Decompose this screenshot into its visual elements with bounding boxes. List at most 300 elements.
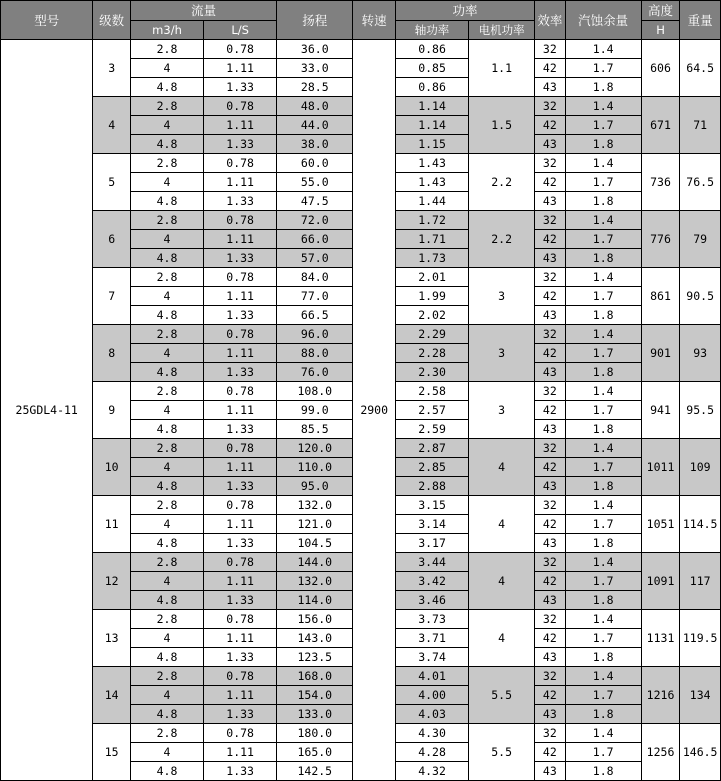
flow-m3h-cell: 4 xyxy=(130,230,203,249)
head-cell: 33.0 xyxy=(277,59,353,78)
efficiency-cell: 43 xyxy=(535,249,565,268)
shaft-power-cell: 2.30 xyxy=(396,363,469,382)
flow-m3h-cell: 4 xyxy=(130,287,203,306)
flow-ls-cell: 0.78 xyxy=(204,97,277,116)
npsh-cell: 1.4 xyxy=(565,667,641,686)
flow-ls-cell: 1.11 xyxy=(204,116,277,135)
shaft-power-cell: 2.87 xyxy=(396,439,469,458)
efficiency-cell: 32 xyxy=(535,97,565,116)
stages-cell: 5 xyxy=(93,154,131,211)
height-cell: 1216 xyxy=(641,667,680,724)
flow-ls-cell: 1.33 xyxy=(204,420,277,439)
height-cell: 776 xyxy=(641,211,680,268)
stages-cell: 10 xyxy=(93,439,131,496)
motor-power-cell: 4 xyxy=(469,553,535,610)
shaft-power-cell: 1.14 xyxy=(396,97,469,116)
npsh-cell: 1.7 xyxy=(565,572,641,591)
flow-ls-cell: 1.11 xyxy=(204,515,277,534)
header-flow-unit-ls: L/S xyxy=(204,21,277,40)
npsh-cell: 1.4 xyxy=(565,724,641,743)
shaft-power-cell: 3.46 xyxy=(396,591,469,610)
head-cell: 38.0 xyxy=(277,135,353,154)
efficiency-cell: 42 xyxy=(535,230,565,249)
header-speed: 转速 xyxy=(353,1,396,40)
efficiency-cell: 43 xyxy=(535,420,565,439)
npsh-cell: 1.4 xyxy=(565,496,641,515)
shaft-power-cell: 2.58 xyxy=(396,382,469,401)
height-cell: 861 xyxy=(641,268,680,325)
weight-cell: 109 xyxy=(680,439,721,496)
efficiency-cell: 43 xyxy=(535,363,565,382)
header-height: 高度 xyxy=(641,1,680,21)
height-cell: 1091 xyxy=(641,553,680,610)
efficiency-cell: 32 xyxy=(535,325,565,344)
stages-cell: 4 xyxy=(93,97,131,154)
npsh-cell: 1.8 xyxy=(565,477,641,496)
flow-m3h-cell: 4.8 xyxy=(130,78,203,97)
head-cell: 66.5 xyxy=(277,306,353,325)
npsh-cell: 1.8 xyxy=(565,363,641,382)
npsh-cell: 1.7 xyxy=(565,230,641,249)
flow-m3h-cell: 2.8 xyxy=(130,610,203,629)
shaft-power-cell: 2.85 xyxy=(396,458,469,477)
shaft-power-cell: 4.28 xyxy=(396,743,469,762)
head-cell: 60.0 xyxy=(277,154,353,173)
shaft-power-cell: 0.85 xyxy=(396,59,469,78)
head-cell: 84.0 xyxy=(277,268,353,287)
stages-cell: 9 xyxy=(93,382,131,439)
flow-ls-cell: 1.11 xyxy=(204,230,277,249)
model-cell: 25GDL4-11 xyxy=(1,40,93,781)
motor-power-cell: 1.1 xyxy=(469,40,535,97)
npsh-cell: 1.8 xyxy=(565,705,641,724)
table-header xyxy=(1,1,721,40)
npsh-cell: 1.7 xyxy=(565,344,641,363)
flow-m3h-cell: 2.8 xyxy=(130,496,203,515)
height-cell: 1051 xyxy=(641,496,680,553)
efficiency-cell: 42 xyxy=(535,344,565,363)
weight-cell: 134 xyxy=(680,667,721,724)
motor-power-cell: 3 xyxy=(469,325,535,382)
head-cell: 156.0 xyxy=(277,610,353,629)
motor-power-cell: 5.5 xyxy=(469,667,535,724)
efficiency-cell: 42 xyxy=(535,572,565,591)
motor-power-cell: 4 xyxy=(469,439,535,496)
flow-m3h-cell: 4 xyxy=(130,686,203,705)
head-cell: 36.0 xyxy=(277,40,353,59)
header-efficiency: 效率 xyxy=(535,1,565,40)
flow-m3h-cell: 4 xyxy=(130,458,203,477)
stages-cell: 6 xyxy=(93,211,131,268)
flow-ls-cell: 1.33 xyxy=(204,705,277,724)
motor-power-cell: 1.5 xyxy=(469,97,535,154)
header-flow: 流量 xyxy=(130,1,276,21)
shaft-power-cell: 3.74 xyxy=(396,648,469,667)
efficiency-cell: 32 xyxy=(535,268,565,287)
head-cell: 28.5 xyxy=(277,78,353,97)
npsh-cell: 1.4 xyxy=(565,553,641,572)
flow-ls-cell: 0.78 xyxy=(204,154,277,173)
npsh-cell: 1.4 xyxy=(565,211,641,230)
header-height-unit: H xyxy=(641,21,680,40)
shaft-power-cell: 0.86 xyxy=(396,78,469,97)
efficiency-cell: 32 xyxy=(535,211,565,230)
efficiency-cell: 32 xyxy=(535,724,565,743)
flow-ls-cell: 1.33 xyxy=(204,363,277,382)
shaft-power-cell: 2.29 xyxy=(396,325,469,344)
flow-m3h-cell: 4.8 xyxy=(130,135,203,154)
flow-m3h-cell: 4.8 xyxy=(130,762,203,781)
efficiency-cell: 42 xyxy=(535,629,565,648)
efficiency-cell: 43 xyxy=(535,192,565,211)
head-cell: 57.0 xyxy=(277,249,353,268)
flow-m3h-cell: 4 xyxy=(130,59,203,78)
flow-ls-cell: 0.78 xyxy=(204,40,277,59)
stages-cell: 3 xyxy=(93,40,131,97)
npsh-cell: 1.8 xyxy=(565,762,641,781)
flow-ls-cell: 0.78 xyxy=(204,667,277,686)
head-cell: 77.0 xyxy=(277,287,353,306)
head-cell: 55.0 xyxy=(277,173,353,192)
shaft-power-cell: 2.57 xyxy=(396,401,469,420)
efficiency-cell: 32 xyxy=(535,382,565,401)
table-body xyxy=(1,40,721,781)
efficiency-cell: 43 xyxy=(535,534,565,553)
flow-ls-cell: 1.33 xyxy=(204,534,277,553)
flow-m3h-cell: 2.8 xyxy=(130,154,203,173)
weight-cell: 64.5 xyxy=(680,40,721,97)
speed-cell: 2900 xyxy=(353,40,396,781)
height-cell: 606 xyxy=(641,40,680,97)
flow-m3h-cell: 2.8 xyxy=(130,211,203,230)
head-cell: 132.0 xyxy=(277,572,353,591)
npsh-cell: 1.4 xyxy=(565,97,641,116)
npsh-cell: 1.8 xyxy=(565,78,641,97)
npsh-cell: 1.8 xyxy=(565,249,641,268)
weight-cell: 117 xyxy=(680,553,721,610)
head-cell: 85.5 xyxy=(277,420,353,439)
npsh-cell: 1.4 xyxy=(565,268,641,287)
shaft-power-cell: 1.73 xyxy=(396,249,469,268)
head-cell: 154.0 xyxy=(277,686,353,705)
header-stages: 级数 xyxy=(93,1,131,40)
weight-cell: 119.5 xyxy=(680,610,721,667)
motor-power-cell: 5.5 xyxy=(469,724,535,781)
head-cell: 180.0 xyxy=(277,724,353,743)
shaft-power-cell: 4.30 xyxy=(396,724,469,743)
shaft-power-cell: 4.03 xyxy=(396,705,469,724)
head-cell: 123.5 xyxy=(277,648,353,667)
weight-cell: 90.5 xyxy=(680,268,721,325)
head-cell: 142.5 xyxy=(277,762,353,781)
shaft-power-cell: 0.86 xyxy=(396,40,469,59)
shaft-power-cell: 1.71 xyxy=(396,230,469,249)
motor-power-cell: 3 xyxy=(469,268,535,325)
flow-ls-cell: 1.33 xyxy=(204,477,277,496)
motor-power-cell: 4 xyxy=(469,610,535,667)
efficiency-cell: 32 xyxy=(535,610,565,629)
npsh-cell: 1.8 xyxy=(565,306,641,325)
flow-m3h-cell: 4 xyxy=(130,116,203,135)
flow-ls-cell: 1.33 xyxy=(204,306,277,325)
efficiency-cell: 43 xyxy=(535,135,565,154)
flow-m3h-cell: 4 xyxy=(130,344,203,363)
efficiency-cell: 32 xyxy=(535,553,565,572)
head-cell: 168.0 xyxy=(277,667,353,686)
weight-cell: 114.5 xyxy=(680,496,721,553)
efficiency-cell: 43 xyxy=(535,477,565,496)
head-cell: 143.0 xyxy=(277,629,353,648)
head-cell: 114.0 xyxy=(277,591,353,610)
npsh-cell: 1.8 xyxy=(565,591,641,610)
flow-m3h-cell: 4.8 xyxy=(130,534,203,553)
efficiency-cell: 43 xyxy=(535,306,565,325)
height-cell: 1256 xyxy=(641,724,680,781)
shaft-power-cell: 2.88 xyxy=(396,477,469,496)
npsh-cell: 1.7 xyxy=(565,686,641,705)
flow-ls-cell: 1.33 xyxy=(204,192,277,211)
stages-cell: 7 xyxy=(93,268,131,325)
flow-m3h-cell: 2.8 xyxy=(130,40,203,59)
flow-m3h-cell: 4.8 xyxy=(130,306,203,325)
head-cell: 88.0 xyxy=(277,344,353,363)
shaft-power-cell: 2.28 xyxy=(396,344,469,363)
npsh-cell: 1.7 xyxy=(565,743,641,762)
head-cell: 132.0 xyxy=(277,496,353,515)
flow-m3h-cell: 2.8 xyxy=(130,724,203,743)
height-cell: 736 xyxy=(641,154,680,211)
npsh-cell: 1.7 xyxy=(565,629,641,648)
motor-power-cell: 4 xyxy=(469,496,535,553)
head-cell: 66.0 xyxy=(277,230,353,249)
flow-ls-cell: 1.11 xyxy=(204,173,277,192)
efficiency-cell: 42 xyxy=(535,116,565,135)
efficiency-cell: 42 xyxy=(535,743,565,762)
flow-ls-cell: 1.33 xyxy=(204,648,277,667)
flow-m3h-cell: 4.8 xyxy=(130,249,203,268)
efficiency-cell: 42 xyxy=(535,401,565,420)
efficiency-cell: 32 xyxy=(535,439,565,458)
table-row xyxy=(1,40,721,59)
head-cell: 99.0 xyxy=(277,401,353,420)
stages-cell: 13 xyxy=(93,610,131,667)
head-cell: 121.0 xyxy=(277,515,353,534)
header-npsh: 汽蚀余量 xyxy=(565,1,641,40)
shaft-power-cell: 2.59 xyxy=(396,420,469,439)
flow-m3h-cell: 4.8 xyxy=(130,648,203,667)
npsh-cell: 1.8 xyxy=(565,135,641,154)
efficiency-cell: 32 xyxy=(535,667,565,686)
header-model: 型号 xyxy=(1,1,93,40)
efficiency-cell: 42 xyxy=(535,287,565,306)
flow-m3h-cell: 4.8 xyxy=(130,420,203,439)
efficiency-cell: 32 xyxy=(535,496,565,515)
stages-cell: 12 xyxy=(93,553,131,610)
header-shaft-power: 轴功率 xyxy=(396,21,469,40)
flow-ls-cell: 1.11 xyxy=(204,59,277,78)
flow-m3h-cell: 4 xyxy=(130,572,203,591)
flow-ls-cell: 1.33 xyxy=(204,78,277,97)
flow-m3h-cell: 2.8 xyxy=(130,439,203,458)
shaft-power-cell: 3.15 xyxy=(396,496,469,515)
efficiency-cell: 43 xyxy=(535,591,565,610)
head-cell: 165.0 xyxy=(277,743,353,762)
head-cell: 72.0 xyxy=(277,211,353,230)
npsh-cell: 1.4 xyxy=(565,154,641,173)
npsh-cell: 1.4 xyxy=(565,40,641,59)
shaft-power-cell: 1.43 xyxy=(396,173,469,192)
shaft-power-cell: 1.99 xyxy=(396,287,469,306)
flow-ls-cell: 0.78 xyxy=(204,325,277,344)
efficiency-cell: 32 xyxy=(535,40,565,59)
flow-ls-cell: 0.78 xyxy=(204,610,277,629)
flow-ls-cell: 1.33 xyxy=(204,591,277,610)
shaft-power-cell: 4.00 xyxy=(396,686,469,705)
motor-power-cell: 3 xyxy=(469,382,535,439)
height-cell: 1131 xyxy=(641,610,680,667)
npsh-cell: 1.4 xyxy=(565,439,641,458)
flow-m3h-cell: 2.8 xyxy=(130,97,203,116)
head-cell: 120.0 xyxy=(277,439,353,458)
shaft-power-cell: 1.72 xyxy=(396,211,469,230)
flow-ls-cell: 1.33 xyxy=(204,762,277,781)
flow-m3h-cell: 4 xyxy=(130,743,203,762)
shaft-power-cell: 1.43 xyxy=(396,154,469,173)
efficiency-cell: 42 xyxy=(535,458,565,477)
flow-ls-cell: 0.78 xyxy=(204,724,277,743)
npsh-cell: 1.4 xyxy=(565,382,641,401)
flow-m3h-cell: 4 xyxy=(130,401,203,420)
shaft-power-cell: 3.71 xyxy=(396,629,469,648)
head-cell: 144.0 xyxy=(277,553,353,572)
efficiency-cell: 32 xyxy=(535,154,565,173)
shaft-power-cell: 3.44 xyxy=(396,553,469,572)
head-cell: 47.5 xyxy=(277,192,353,211)
npsh-cell: 1.7 xyxy=(565,287,641,306)
header-weight: 重量 xyxy=(680,1,721,40)
flow-m3h-cell: 4.8 xyxy=(130,477,203,496)
header-flow-unit-m3h: m3/h xyxy=(130,21,203,40)
head-cell: 96.0 xyxy=(277,325,353,344)
head-cell: 110.0 xyxy=(277,458,353,477)
stages-cell: 8 xyxy=(93,325,131,382)
flow-ls-cell: 0.78 xyxy=(204,439,277,458)
stages-cell: 15 xyxy=(93,724,131,781)
weight-cell: 76.5 xyxy=(680,154,721,211)
npsh-cell: 1.7 xyxy=(565,116,641,135)
shaft-power-cell: 1.14 xyxy=(396,116,469,135)
flow-ls-cell: 1.11 xyxy=(204,743,277,762)
motor-power-cell: 2.2 xyxy=(469,211,535,268)
efficiency-cell: 43 xyxy=(535,762,565,781)
flow-m3h-cell: 2.8 xyxy=(130,553,203,572)
efficiency-cell: 42 xyxy=(535,173,565,192)
stages-cell: 11 xyxy=(93,496,131,553)
weight-cell: 71 xyxy=(680,97,721,154)
flow-m3h-cell: 4.8 xyxy=(130,363,203,382)
head-cell: 44.0 xyxy=(277,116,353,135)
head-cell: 133.0 xyxy=(277,705,353,724)
shaft-power-cell: 2.02 xyxy=(396,306,469,325)
npsh-cell: 1.7 xyxy=(565,173,641,192)
flow-ls-cell: 1.11 xyxy=(204,686,277,705)
height-cell: 1011 xyxy=(641,439,680,496)
flow-m3h-cell: 4 xyxy=(130,173,203,192)
npsh-cell: 1.4 xyxy=(565,610,641,629)
flow-ls-cell: 1.11 xyxy=(204,344,277,363)
head-cell: 108.0 xyxy=(277,382,353,401)
header-motor-power: 电机功率 xyxy=(469,21,535,40)
flow-ls-cell: 1.11 xyxy=(204,629,277,648)
npsh-cell: 1.4 xyxy=(565,325,641,344)
flow-ls-cell: 1.11 xyxy=(204,287,277,306)
flow-ls-cell: 1.33 xyxy=(204,249,277,268)
npsh-cell: 1.7 xyxy=(565,59,641,78)
npsh-cell: 1.7 xyxy=(565,458,641,477)
shaft-power-cell: 2.01 xyxy=(396,268,469,287)
weight-cell: 79 xyxy=(680,211,721,268)
height-cell: 941 xyxy=(641,382,680,439)
shaft-power-cell: 4.01 xyxy=(396,667,469,686)
flow-ls-cell: 1.33 xyxy=(204,135,277,154)
height-cell: 901 xyxy=(641,325,680,382)
flow-ls-cell: 1.11 xyxy=(204,401,277,420)
efficiency-cell: 42 xyxy=(535,686,565,705)
npsh-cell: 1.8 xyxy=(565,534,641,553)
shaft-power-cell: 3.14 xyxy=(396,515,469,534)
npsh-cell: 1.8 xyxy=(565,648,641,667)
npsh-cell: 1.7 xyxy=(565,401,641,420)
shaft-power-cell: 3.42 xyxy=(396,572,469,591)
weight-cell: 146.5 xyxy=(680,724,721,781)
head-cell: 104.5 xyxy=(277,534,353,553)
shaft-power-cell: 1.44 xyxy=(396,192,469,211)
header-head: 扬程 xyxy=(277,1,353,40)
weight-cell: 93 xyxy=(680,325,721,382)
flow-m3h-cell: 4 xyxy=(130,515,203,534)
height-cell: 671 xyxy=(641,97,680,154)
npsh-cell: 1.8 xyxy=(565,420,641,439)
efficiency-cell: 43 xyxy=(535,705,565,724)
flow-m3h-cell: 4.8 xyxy=(130,192,203,211)
efficiency-cell: 43 xyxy=(535,648,565,667)
shaft-power-cell: 3.73 xyxy=(396,610,469,629)
flow-ls-cell: 0.78 xyxy=(204,211,277,230)
efficiency-cell: 43 xyxy=(535,78,565,97)
flow-m3h-cell: 2.8 xyxy=(130,667,203,686)
flow-m3h-cell: 2.8 xyxy=(130,382,203,401)
flow-m3h-cell: 4.8 xyxy=(130,591,203,610)
header-power: 功率 xyxy=(396,1,535,21)
weight-cell: 95.5 xyxy=(680,382,721,439)
flow-ls-cell: 1.11 xyxy=(204,458,277,477)
flow-ls-cell: 0.78 xyxy=(204,496,277,515)
efficiency-cell: 42 xyxy=(535,515,565,534)
npsh-cell: 1.7 xyxy=(565,515,641,534)
head-cell: 76.0 xyxy=(277,363,353,382)
shaft-power-cell: 4.32 xyxy=(396,762,469,781)
flow-m3h-cell: 2.8 xyxy=(130,325,203,344)
flow-ls-cell: 0.78 xyxy=(204,268,277,287)
head-cell: 95.0 xyxy=(277,477,353,496)
motor-power-cell: 2.2 xyxy=(469,154,535,211)
flow-ls-cell: 0.78 xyxy=(204,382,277,401)
npsh-cell: 1.8 xyxy=(565,192,641,211)
shaft-power-cell: 1.15 xyxy=(396,135,469,154)
flow-m3h-cell: 2.8 xyxy=(130,268,203,287)
flow-m3h-cell: 4.8 xyxy=(130,705,203,724)
flow-ls-cell: 1.11 xyxy=(204,572,277,591)
